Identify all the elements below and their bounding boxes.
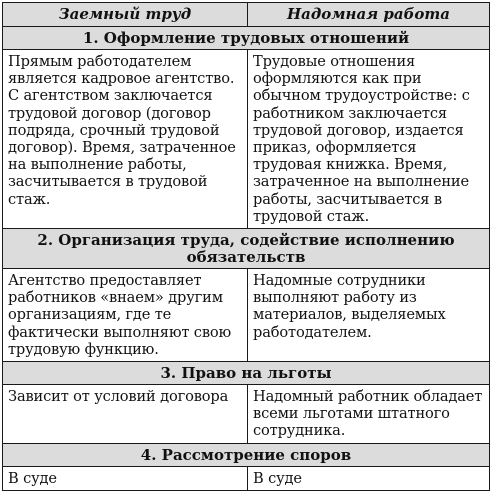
cell-borrowed-labor-employment: Прямым работодателем является кадровое агентство. С агентством заключается трудовой договор (договор подряда, срочный трудовой договор). Время, затраченное на выполнение работы, засчитывается в трудовой стаж.	[3, 50, 248, 229]
cell-home-work-employment: Трудовые отношения оформляются как при обычном трудоустройстве: с работником заключается трудовой договор, издается приказ, оформляется трудовая книжка. Время, затраченное на выполнение работы, засчитывается в трудовой стаж.	[248, 50, 490, 229]
header-row	[3, 3, 490, 27]
table-row	[3, 50, 490, 229]
cell-home-work-benefits: Надомный работник обладает всеми льготами штатного сотрудника.	[248, 385, 490, 444]
column-header-home-work: Надомная работа	[248, 3, 490, 27]
section-row	[3, 443, 490, 466]
table-body	[3, 27, 490, 491]
section-row	[3, 27, 490, 50]
section-title-disputes: 4. Рассмотрение споров	[3, 443, 490, 466]
table-header	[3, 3, 490, 27]
table-row	[3, 269, 490, 362]
section-title-employment-registration: 1. Оформление трудовых отношений	[3, 27, 490, 50]
cell-home-work-disputes: В суде	[248, 466, 490, 490]
table-row	[3, 385, 490, 444]
section-title-benefits: 3. Право на льготы	[3, 362, 490, 385]
comparison-table	[2, 2, 490, 491]
section-title-labor-organization: 2. Организация труда, содействие исполнению обязательств	[3, 229, 490, 269]
section-row	[3, 362, 490, 385]
cell-home-work-organization: Надомные сотрудники выполняют работу из материалов, выделяемых работодателем.	[248, 269, 490, 362]
cell-borrowed-labor-disputes: В суде	[3, 466, 248, 490]
table-row	[3, 466, 490, 490]
cell-borrowed-labor-benefits: Зависит от условий договора	[3, 385, 248, 444]
column-header-borrowed-labor: Заемный труд	[3, 3, 248, 27]
section-row	[3, 229, 490, 269]
cell-borrowed-labor-organization: Агентство предоставляет работников «внаем» другим организациям, где те фактически выполняют свою трудовую функцию.	[3, 269, 248, 362]
